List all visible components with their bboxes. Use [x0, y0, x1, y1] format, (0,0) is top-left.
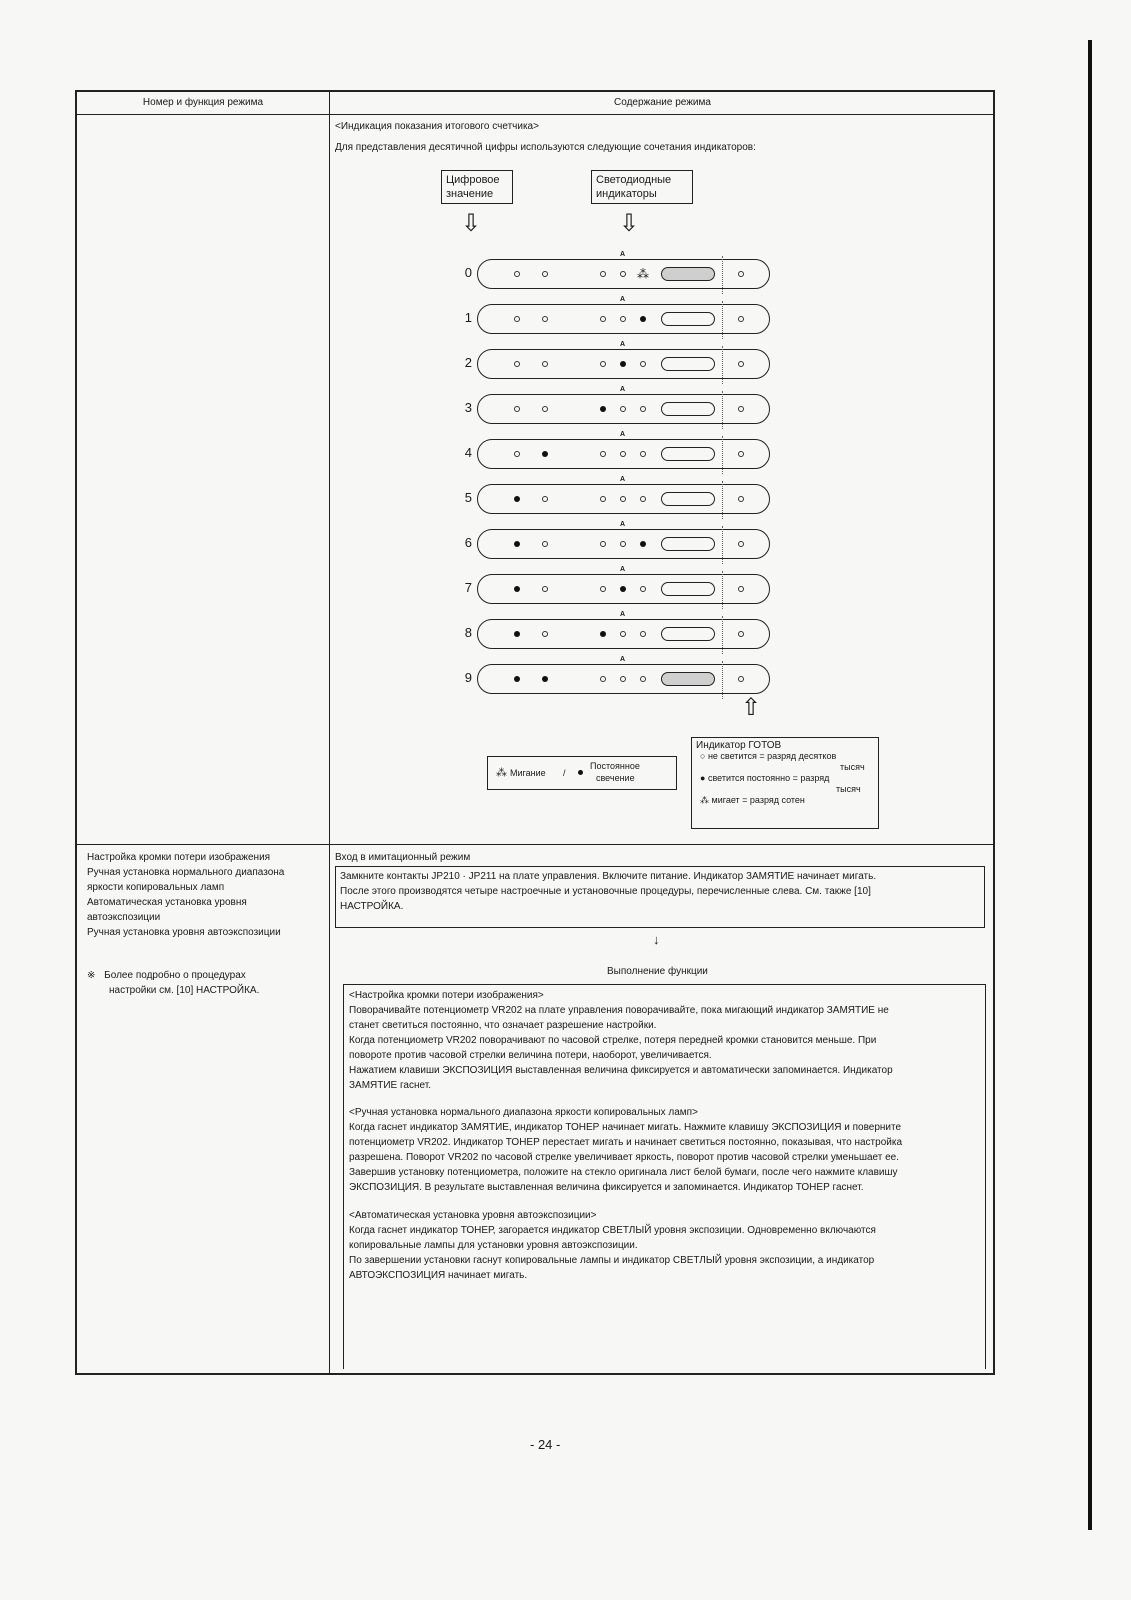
led-off-icon — [620, 541, 626, 547]
a-mark: A — [620, 386, 626, 393]
led-off-icon — [514, 406, 520, 412]
digit-label: 8 — [464, 625, 472, 640]
ready-led-icon — [738, 586, 744, 592]
digit-value-label: Цифровое значение — [441, 170, 513, 204]
settings-note — [87, 968, 259, 998]
blink-led-icon: ⁂ — [637, 267, 649, 281]
led-off-icon — [600, 451, 606, 457]
ready-led-icon — [738, 631, 744, 637]
a-mark: A — [620, 611, 626, 618]
mode-item: Автоматическая установка уровня — [87, 897, 247, 908]
digit-label: 5 — [464, 490, 472, 505]
ready-led-icon — [738, 496, 744, 502]
legend-steady-label-2: свечение — [596, 773, 635, 783]
led-slot — [661, 402, 715, 416]
led-on-icon — [542, 676, 548, 682]
digit-label: 6 — [464, 535, 472, 550]
led-on-icon — [600, 406, 606, 412]
digit-label: 2 — [464, 355, 472, 370]
led-off-icon — [600, 586, 606, 592]
digit-label: 0 — [464, 265, 472, 280]
led-on-icon — [514, 586, 520, 592]
ready-column-marker — [722, 571, 723, 609]
led-row — [457, 611, 807, 653]
note-line-1: Более подробно о процедурах — [104, 970, 246, 981]
led-slot — [661, 492, 715, 506]
led-row — [457, 521, 807, 563]
led-off-icon — [620, 271, 626, 277]
sim-box-line: НАСТРОЙКА. — [340, 901, 404, 912]
ready-column-marker — [722, 661, 723, 699]
mode-function-list — [87, 850, 284, 940]
led-off-icon — [600, 316, 606, 322]
led-off-icon — [514, 451, 520, 457]
exec-paragraph-3: <Автоматическая установка уровня автоэкспозиции> Когда гаснет индикатор ТОНЕР, загорается индикатор СВЕТЛЫЙ уровня экспозиции. Одновременно включаются копировальные лампы для установки уровня автоэкспозиции. По завершении установки гаснут копировальные лампы и индикатор СВЕТЛЫЙ уровня экспозиции, а индикатор АВТОЭКСПОЗИЦИЯ начинает мигать. — [349, 1210, 876, 1281]
legend-separator: / — [563, 768, 566, 778]
ready-on-text: светится постоянно = разряд — [707, 773, 830, 783]
led-row — [457, 386, 807, 428]
led-panel — [477, 574, 770, 604]
sim-title: Вход в имитационный режим — [335, 852, 471, 863]
led-off-icon — [640, 631, 646, 637]
sim-box-line: После этого производятся четыре настроечные и установочные процедуры, перечисленные слева. См. также [10] — [340, 886, 871, 897]
ready-off-text-2: тысяч — [840, 762, 865, 772]
digit-label: 1 — [464, 310, 472, 325]
led-indicators-label: Светодиодные индикаторы — [591, 170, 693, 204]
led-slot — [661, 357, 715, 371]
a-mark: A — [620, 431, 626, 438]
row-divider — [77, 844, 993, 845]
led-on-icon — [514, 541, 520, 547]
led-on-icon — [620, 586, 626, 592]
mode-item: Ручная установка уровня автоэкспозиции — [87, 927, 281, 938]
led-on-icon — [514, 631, 520, 637]
led-off-icon — [600, 361, 606, 367]
led-off-icon — [600, 271, 606, 277]
led-off-icon — [640, 406, 646, 412]
exec-box-top — [343, 984, 985, 985]
exec-box-left — [343, 984, 344, 1369]
led-off-icon — [620, 676, 626, 682]
mode-item: Ручная установка нормального диапазона — [87, 867, 285, 878]
led-off-icon — [620, 496, 626, 502]
led-on-icon — [514, 496, 520, 502]
a-mark: A — [620, 296, 626, 303]
ready-column-marker — [722, 526, 723, 564]
led-off-icon — [514, 271, 520, 277]
header-divider — [77, 114, 993, 115]
column-divider — [329, 92, 330, 1373]
led-slot — [661, 267, 715, 281]
digit-label: 7 — [464, 580, 472, 595]
ready-column-marker — [722, 301, 723, 339]
led-off-icon — [640, 451, 646, 457]
led-off-icon — [542, 361, 548, 367]
ready-led-icon — [738, 271, 744, 277]
a-mark: A — [620, 341, 626, 348]
led-off-icon — [542, 496, 548, 502]
led-row — [457, 656, 807, 698]
led-off-icon — [542, 631, 548, 637]
ready-on-text-2: тысяч — [836, 784, 861, 794]
led-off-icon — [600, 541, 606, 547]
counter-title: <Индикация показания итогового счетчика> — [335, 121, 539, 132]
led-on-icon — [640, 316, 646, 322]
page-edge-line — [1088, 40, 1092, 1530]
led-panel — [477, 484, 770, 514]
led-off-icon — [542, 541, 548, 547]
led-off-icon — [542, 406, 548, 412]
page-number: - 24 - — [530, 1437, 561, 1452]
ready-title: Индикатор ГОТОВ — [696, 740, 782, 751]
led-slot — [661, 627, 715, 641]
led-off-icon — [620, 406, 626, 412]
led-on-icon — [640, 541, 646, 547]
a-mark: A — [620, 656, 626, 663]
led-slot — [661, 582, 715, 596]
exec-paragraph-1: <Настройка кромки потери изображения> Поворачивайте потенциометр VR202 на плате управления поворачивайте, пока мигающий индикатор ЗАМЯТИЕ не станет светиться постоянно, что означает разрешение настройки. Когда потенциометр VR202 поворачивают по часовой стрелке, потеря передней кромки становится меньше. При повороте против часовой стрелки величина потери, наоборот, увеличивается. Нажатием клавиши ЭКСПОЗИЦИЯ выставленная величина фиксируется и автоматически запоминается. Индикатор ЗАМЯТИЕ гаснет. — [349, 990, 893, 1091]
led-panel — [477, 304, 770, 334]
ready-led-icon — [738, 451, 744, 457]
led-row — [457, 296, 807, 338]
led-off-icon — [620, 316, 626, 322]
a-mark: A — [620, 476, 626, 483]
led-on-icon — [600, 631, 606, 637]
arrow-down-icon: ⇩ — [461, 210, 482, 237]
legend-box — [487, 756, 677, 790]
legend-steady-label: Постоянное — [590, 761, 640, 771]
led-slot — [661, 672, 715, 686]
a-mark: A — [620, 521, 626, 528]
digit-label: 3 — [464, 400, 472, 415]
ready-off-text: не светится = разряд десятков — [707, 751, 837, 761]
led-off-icon — [640, 676, 646, 682]
a-mark: A — [620, 566, 626, 573]
sim-box-line: Замкните контакты JP210 · JP211 на плате управления. Включите питание. Индикатор ЗАМЯТИЕ начинает мигать. — [340, 871, 877, 882]
led-off-icon — [620, 451, 626, 457]
led-row — [457, 431, 807, 473]
led-off-icon — [600, 676, 606, 682]
led-panel — [477, 664, 770, 694]
exec-title: Выполнение функции — [607, 966, 708, 977]
ready-led-icon — [738, 676, 744, 682]
led-slot — [661, 312, 715, 326]
led-row — [457, 476, 807, 518]
led-panel — [477, 259, 770, 289]
led-row — [457, 341, 807, 383]
mode-item: Настройка кромки потери изображения — [87, 852, 271, 863]
ready-column-marker — [722, 256, 723, 294]
ready-led-icon — [738, 406, 744, 412]
led-off-icon — [640, 586, 646, 592]
arrow-down-icon: ⇩ — [619, 210, 640, 237]
led-panel — [477, 439, 770, 469]
off-dot-icon: ○ — [700, 751, 708, 761]
led-off-icon — [542, 316, 548, 322]
led-off-icon — [640, 496, 646, 502]
note-mark-icon: ※ — [87, 970, 96, 981]
digit-label: 9 — [464, 670, 472, 685]
led-on-icon — [542, 451, 548, 457]
led-off-icon — [620, 631, 626, 637]
led-off-icon — [542, 271, 548, 277]
ready-led-icon — [738, 541, 744, 547]
digit-label: 4 — [464, 445, 472, 460]
mode-table — [75, 90, 995, 1375]
led-off-icon — [640, 361, 646, 367]
led-row — [457, 251, 807, 293]
exec-box-right — [985, 984, 986, 1369]
flow-arrow-icon: ↓ — [653, 932, 660, 947]
sim-entry-box — [335, 866, 985, 928]
led-panel — [477, 349, 770, 379]
steady-dot-icon — [578, 770, 583, 775]
arrow-up-icon: ⇧ — [741, 694, 762, 721]
led-on-icon — [620, 361, 626, 367]
ready-indicator-box — [691, 737, 879, 829]
mode-item: яркости копировальных ламп — [87, 882, 225, 893]
led-off-icon — [514, 316, 520, 322]
blink-icon: ⁂ — [496, 767, 507, 779]
ready-led-icon — [738, 361, 744, 367]
column-header-content: Содержание режима — [614, 97, 711, 108]
led-on-icon — [514, 676, 520, 682]
legend-blink-label: Мигание — [510, 768, 546, 778]
led-panel — [477, 394, 770, 424]
led-row — [457, 566, 807, 608]
note-line-2: настройки см. [10] НАСТРОЙКА. — [109, 985, 260, 996]
led-off-icon — [600, 496, 606, 502]
counter-intro: Для представления десятичной цифры используются следующие сочетания индикаторов: — [335, 142, 756, 153]
ready-column-marker — [722, 616, 723, 654]
on-dot-icon: ● — [700, 773, 708, 783]
column-header-mode: Номер и функция режима — [142, 97, 264, 108]
led-slot — [661, 537, 715, 551]
led-slot — [661, 447, 715, 461]
ready-led-icon — [738, 316, 744, 322]
a-mark: A — [620, 251, 626, 258]
led-panel — [477, 619, 770, 649]
led-off-icon — [542, 586, 548, 592]
led-off-icon — [514, 361, 520, 367]
ready-blink-text: мигает = разряд сотен — [711, 795, 805, 805]
ready-column-marker — [722, 346, 723, 384]
ready-column-marker — [722, 436, 723, 474]
exec-paragraph-2: <Ручная установка нормального диапазона яркости копировальных ламп> Когда гаснет индикатор ЗАМЯТИЕ, индикатор ТОНЕР начинает мигать. Нажмите клавишу ЭКСПОЗИЦИЯ и поверните потенциометр VR202. Индикатор ТОНЕР перестает мигать и начинает светиться постоянно, показывая, что настройка разрешена. Поворот VR202 по часовой стрелке увеличивает яркость, поворот против часовой стрелки уменьшает ее. Завершив установку потенциометра, положите на стекло оригинала лист белой бумаги, после чего нажмите клавишу ЭКСПОЗИЦИЯ. В результате выставленная величина фиксируется и запоминается. Индикатор ТОНЕР гаснет. — [349, 1107, 903, 1193]
ready-column-marker — [722, 391, 723, 429]
mode-item: автоэкспозиции — [87, 912, 161, 923]
led-panel — [477, 529, 770, 559]
blink-icon: ⁂ — [700, 795, 712, 805]
ready-column-marker — [722, 481, 723, 519]
